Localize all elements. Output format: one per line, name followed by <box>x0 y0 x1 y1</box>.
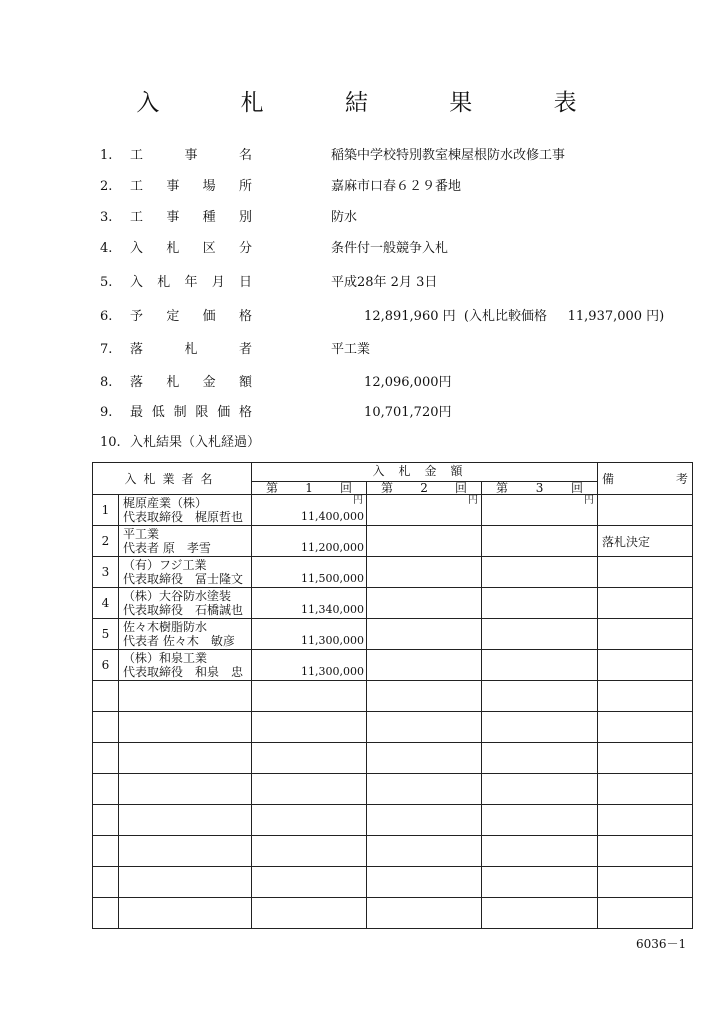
info-label-char: 格 <box>238 405 252 420</box>
info-label-char: 入 <box>130 275 144 290</box>
company-name: 平工業 <box>123 527 160 541</box>
info-label <box>130 146 252 166</box>
info-label <box>130 307 252 327</box>
info-label-char: 予 <box>130 309 144 324</box>
info-row <box>100 433 680 453</box>
bidder-cell <box>119 619 252 650</box>
bid-amount-round-2 <box>367 774 482 805</box>
info-label: 入札結果（入札経過） <box>130 435 261 450</box>
bid-amount-round-2 <box>367 650 482 681</box>
info-number: 2. <box>100 179 113 194</box>
info-label <box>130 239 252 259</box>
table-row-empty <box>93 898 693 929</box>
bid-amount-round-3 <box>482 619 598 650</box>
company-name: 佐々木樹脂防水 <box>123 620 208 634</box>
bidder-cell <box>119 681 252 712</box>
bid-amount-value: 11,340,000 <box>301 603 365 616</box>
row-number: 1 <box>93 495 119 526</box>
row-number <box>93 774 119 805</box>
info-label-char: 入 <box>130 241 144 256</box>
table-row <box>93 588 693 619</box>
info-label-char: 別 <box>238 210 252 225</box>
bid-amount-round-1 <box>252 495 367 526</box>
bid-amount-round-3 <box>482 867 598 898</box>
info-label <box>130 373 252 393</box>
bid-amount-round-2 <box>367 743 482 774</box>
bid-amount-round-1 <box>252 743 367 774</box>
info-number: 7. <box>100 342 113 357</box>
round-suffix: 回 <box>454 481 467 495</box>
info-label-char: 事 <box>166 210 180 225</box>
row-number <box>93 898 119 929</box>
info-value: 平成28年 2月 3日 <box>331 275 438 290</box>
bid-amount-round-3 <box>482 743 598 774</box>
info-label-char: 区 <box>202 241 216 256</box>
representative: 代表取締役 石橋誠也 <box>123 603 244 617</box>
row-number <box>93 836 119 867</box>
info-label-char: 者 <box>238 342 252 357</box>
bid-amount-value: 11,200,000 <box>301 541 365 554</box>
bid-amount-round-1 <box>252 619 367 650</box>
info-number: 5. <box>100 275 113 290</box>
table-row-empty <box>93 743 693 774</box>
info-label-char: 格 <box>238 309 252 324</box>
info-label <box>130 403 252 423</box>
bidder-cell <box>119 867 252 898</box>
bid-amount-round-2 <box>367 805 482 836</box>
bid-amount-round-2 <box>367 898 482 929</box>
company-name: （株）大谷防水塗装 <box>123 589 232 603</box>
info-label-char: 最 <box>130 405 144 420</box>
info-value: 嘉麻市口春６２９番地 <box>331 179 462 194</box>
header-round-3 <box>482 482 598 495</box>
bid-amount-round-1 <box>252 774 367 805</box>
page-footer-code: 6036－1 <box>636 937 687 951</box>
table-row <box>93 495 693 526</box>
bid-amount-round-2 <box>367 588 482 619</box>
row-number <box>93 712 119 743</box>
info-label-char: 制 <box>173 405 187 420</box>
bid-amount-round-3 <box>482 557 598 588</box>
info-row <box>100 208 680 228</box>
round-number: 1 <box>305 481 313 495</box>
info-label-char: 低 <box>151 405 165 420</box>
bid-amount-round-2 <box>367 557 482 588</box>
bid-amount-round-2 <box>367 619 482 650</box>
bid-amount-round-1 <box>252 526 367 557</box>
bid-amount-round-1 <box>252 588 367 619</box>
bid-amount-round-3 <box>482 712 598 743</box>
remark-cell <box>598 743 693 774</box>
row-number <box>93 805 119 836</box>
info-label <box>130 340 252 360</box>
bid-amount-round-1 <box>252 557 367 588</box>
remark-cell <box>598 650 693 681</box>
round-suffix: 回 <box>339 481 352 495</box>
bidder-cell <box>119 805 252 836</box>
header-bid-amount: 入札金額 <box>252 463 598 482</box>
header-round-2 <box>367 482 482 495</box>
info-value: 12,096,000円 <box>331 375 452 390</box>
info-value: 条件付一般競争入札 <box>331 241 449 256</box>
bidder-cell <box>119 743 252 774</box>
remark-cell <box>598 898 693 929</box>
info-label-char: 定 <box>166 309 180 324</box>
info-label-char: 事 <box>166 179 180 194</box>
info-row <box>100 177 680 197</box>
info-label-char: 価 <box>202 309 216 324</box>
info-label-char: 工 <box>130 210 144 225</box>
row-number: 2 <box>93 526 119 557</box>
remark-cell <box>598 774 693 805</box>
bid-amount-value: 11,300,000 <box>301 634 365 647</box>
bid-amount-round-1 <box>252 650 367 681</box>
info-value: 防水 <box>331 210 358 225</box>
table-row <box>93 619 693 650</box>
info-label-char: 札 <box>157 275 171 290</box>
info-number: 9. <box>100 405 113 420</box>
bidder-cell <box>119 650 252 681</box>
bid-results-table <box>92 462 693 929</box>
row-number <box>93 743 119 774</box>
bid-amount-round-2 <box>367 495 482 526</box>
remark-cell <box>598 836 693 867</box>
table-row-empty <box>93 681 693 712</box>
row-number <box>93 867 119 898</box>
bidder-cell <box>119 495 252 526</box>
remark-cell <box>598 805 693 836</box>
row-number: 5 <box>93 619 119 650</box>
representative: 代表取締役 和泉 忠 <box>123 665 244 679</box>
bid-amount-round-3 <box>482 588 598 619</box>
info-number: 1. <box>100 148 113 163</box>
bid-amount-round-3 <box>482 495 598 526</box>
info-label-char: 月 <box>211 275 225 290</box>
table-row-empty <box>93 774 693 805</box>
table-row <box>93 526 693 557</box>
info-label <box>130 177 252 197</box>
info-label-char: 工 <box>130 179 144 194</box>
table-row-empty <box>93 836 693 867</box>
info-label-char: 価 <box>217 405 231 420</box>
round-suffix: 回 <box>571 481 584 495</box>
representative: 代表者 佐々木 敏彦 <box>123 634 235 648</box>
info-label-char: 日 <box>238 275 252 290</box>
representative: 代表取締役 梶原哲也 <box>123 510 244 524</box>
remark-cell <box>598 712 693 743</box>
bidder-cell <box>119 712 252 743</box>
bid-amount-round-3 <box>482 774 598 805</box>
info-label-char: 札 <box>166 375 180 390</box>
bidder-cell <box>119 774 252 805</box>
remark-cell <box>598 867 693 898</box>
bid-amount-round-1 <box>252 805 367 836</box>
yen-unit: 円 <box>584 495 595 506</box>
bid-amount-round-3 <box>482 805 598 836</box>
remark-cell <box>598 588 693 619</box>
round-prefix: 第 <box>266 481 279 495</box>
bid-amount-round-3 <box>482 681 598 712</box>
company-name: （株）和泉工業 <box>123 651 208 665</box>
info-label-char: 分 <box>238 241 252 256</box>
yen-unit: 円 <box>353 495 364 506</box>
remark-cell <box>598 495 693 526</box>
company-name: （有）フジ工業 <box>123 558 207 572</box>
row-number: 6 <box>93 650 119 681</box>
info-value: 平工業 <box>331 342 371 357</box>
info-row <box>100 273 680 293</box>
bid-amount-round-2 <box>367 526 482 557</box>
info-label-char: 札 <box>184 342 198 357</box>
bid-amount-round-1 <box>252 836 367 867</box>
bid-amount-round-2 <box>367 681 482 712</box>
info-number: 10. <box>100 435 121 450</box>
bid-amount-value: 11,300,000 <box>301 665 365 678</box>
remark-cell <box>598 681 693 712</box>
info-label-char: 名 <box>238 148 252 163</box>
bid-amount-round-1 <box>252 681 367 712</box>
header-remark <box>598 463 693 495</box>
bid-amount-round-3 <box>482 526 598 557</box>
round-number: 2 <box>420 481 428 495</box>
bidder-cell <box>119 526 252 557</box>
info-row <box>100 239 680 259</box>
table-row <box>93 650 693 681</box>
info-row <box>100 373 680 393</box>
info-label-char: 所 <box>238 179 252 194</box>
company-name: 梶原産業（株） <box>123 496 208 510</box>
info-row <box>100 403 680 423</box>
bidder-cell <box>119 898 252 929</box>
info-label <box>130 273 252 293</box>
remark-cell <box>598 619 693 650</box>
bid-amount-round-3 <box>482 650 598 681</box>
bid-amount-round-2 <box>367 712 482 743</box>
header-remark-char-1: 備 <box>602 472 615 486</box>
info-label-char: 工 <box>130 148 144 163</box>
yen-unit: 円 <box>468 495 479 506</box>
bid-amount-round-1 <box>252 898 367 929</box>
table-row <box>93 557 693 588</box>
info-row <box>100 340 680 360</box>
remark-cell <box>598 557 693 588</box>
representative: 代表取締役 冨士隆文 <box>123 572 244 586</box>
info-label-char: 場 <box>202 179 216 194</box>
bid-amount-round-2 <box>367 836 482 867</box>
info-label-char: 金 <box>202 375 216 390</box>
info-label-char: 事 <box>184 148 198 163</box>
table-row-empty <box>93 712 693 743</box>
table-row-empty <box>93 805 693 836</box>
bidder-cell <box>119 836 252 867</box>
bid-amount-round-1 <box>252 867 367 898</box>
info-number: 8. <box>100 375 113 390</box>
info-number: 3. <box>100 210 113 225</box>
info-number: 6. <box>100 309 113 324</box>
info-label-char: 限 <box>195 405 209 420</box>
header-remark-char-2: 考 <box>676 472 689 486</box>
bid-amount-round-3 <box>482 898 598 929</box>
info-label-char: 年 <box>184 275 198 290</box>
remark-cell: 落札決定 <box>598 526 693 557</box>
bid-amount-round-3 <box>482 836 598 867</box>
page-title: 入 札 結 果 表 <box>136 90 614 116</box>
round-prefix: 第 <box>381 481 394 495</box>
bid-amount-value: 11,400,000 <box>301 510 365 523</box>
bidder-cell <box>119 557 252 588</box>
bid-amount-round-1 <box>252 712 367 743</box>
row-number: 4 <box>93 588 119 619</box>
info-value: 稲築中学校特別教室棟屋根防水改修工事 <box>331 148 566 163</box>
info-label-char: 落 <box>130 375 144 390</box>
info-label-char: 種 <box>202 210 216 225</box>
bidder-cell <box>119 588 252 619</box>
header-bidder-name: 入札業者名 <box>93 463 252 495</box>
info-label <box>130 208 252 228</box>
representative: 代表者 原 孝雪 <box>123 541 211 555</box>
table-row-empty <box>93 867 693 898</box>
header-round-1 <box>252 482 367 495</box>
row-number <box>93 681 119 712</box>
round-number: 3 <box>535 481 544 495</box>
info-label-char: 札 <box>166 241 180 256</box>
row-number: 3 <box>93 557 119 588</box>
info-row <box>100 146 680 166</box>
info-value: 10,701,720円 <box>331 405 452 420</box>
bid-amount-round-2 <box>367 867 482 898</box>
round-prefix: 第 <box>496 481 509 495</box>
info-row <box>100 307 680 327</box>
bid-results-table-wrap <box>92 462 692 927</box>
bid-amount-value: 11,500,000 <box>301 572 365 585</box>
info-number: 4. <box>100 241 113 256</box>
info-label-char: 額 <box>238 375 252 390</box>
info-label-char: 落 <box>130 342 144 357</box>
info-value: 12,891,960 円 (入札比較価格 11,937,000 円) <box>331 309 665 324</box>
